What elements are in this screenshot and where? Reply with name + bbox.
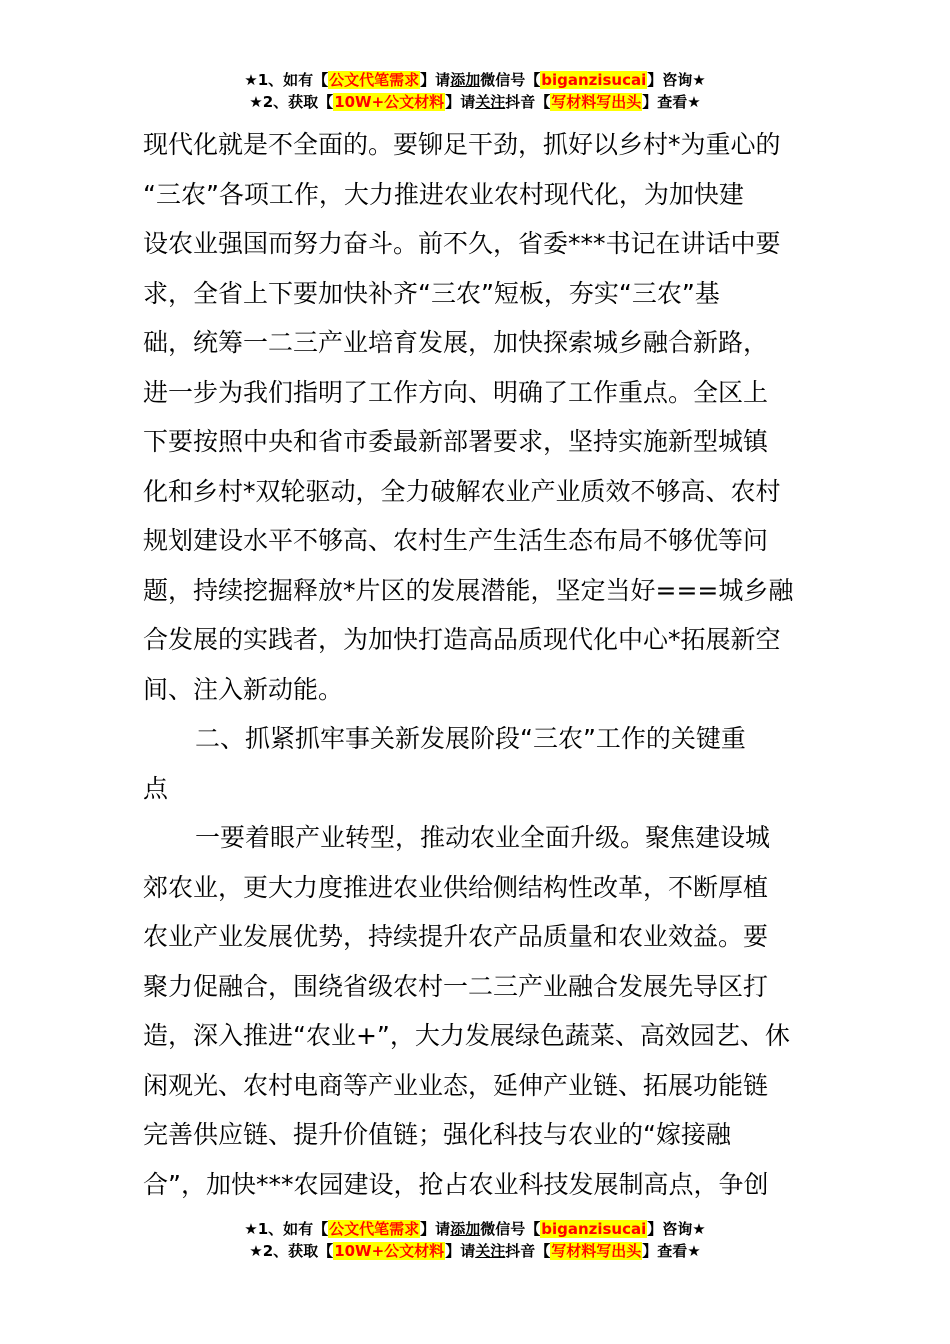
- promo-line-1: [0, 69, 950, 91]
- header-promo-banner: [0, 69, 950, 113]
- promo-highlight: biganzisucai: [541, 1220, 647, 1238]
- promo-highlight: 公文代笔需求: [329, 71, 420, 89]
- promo-highlight: 写材料写出头: [551, 93, 642, 111]
- body-line: 础，统筹一二三产业培育发展，加快探索城乡融合新路，: [143, 328, 769, 357]
- body-line: 设农业强国而努力奋斗。前不久，省委***书记在讲话中要: [143, 229, 781, 258]
- promo-text: 】请: [420, 71, 451, 89]
- promo-highlight: 公文代笔需求: [329, 1220, 420, 1238]
- promo-text: 微信号【: [480, 71, 541, 89]
- promo-text: ★1、如有【: [244, 1220, 329, 1238]
- promo-underlined-text: 添加: [450, 1220, 481, 1238]
- section-heading-continued: 点: [143, 773, 169, 803]
- promo-line-1: [0, 1218, 950, 1240]
- body-line: 现代化就是不全面的。要铆足干劲，抓好以乡村*为重心的: [143, 130, 781, 159]
- body-line: 下要按照中央和省市委最新部署要求，坚持实施新型城镇: [143, 427, 769, 456]
- body-line: 合发展的实践者，为加快打造高品质现代化中心*拓展新空: [143, 625, 781, 654]
- promo-underlined-text: 添加: [450, 71, 481, 89]
- body-line: 规划建设水平不够高、农村生产生活生态布局不够优等问: [143, 526, 769, 555]
- body-line: 化和乡村*双轮驱动，全力破解农业产业质效不够高、农村: [143, 476, 781, 506]
- body-line: 完善供应链、提升价值链；强化科技与农业的“嫁接融: [143, 1120, 731, 1149]
- body-line: 合”，加快***农园建设，抢占农业科技发展制高点，争创: [143, 1169, 769, 1199]
- promo-text: 抖音【: [505, 93, 551, 111]
- body-line: 闲观光、农村电商等产业业态，延伸产业链、拓展功能链: [143, 1070, 769, 1100]
- promo-line-2: [0, 1240, 950, 1262]
- promo-text: 】请: [445, 93, 476, 111]
- body-line: 求，全省上下要加快补齐“三农”短板，夯实“三农”基: [143, 278, 720, 308]
- body-line: 造，深入推进“农业+”，大力发展绿色蔬菜、高效园艺、休: [143, 1021, 790, 1050]
- promo-highlight: 10W+公文材料: [334, 93, 445, 111]
- promo-highlight: 10W+公文材料: [334, 1242, 445, 1260]
- document-body: [143, 120, 808, 1209]
- body-line: 间、注入新动能。: [143, 674, 344, 704]
- promo-text: 抖音【: [505, 1242, 551, 1260]
- promo-highlight: biganzisucai: [541, 71, 647, 89]
- body-line: 郊农业，更大力度推进农业供给侧结构性改革，不断厚植: [143, 872, 769, 902]
- promo-text: 】咨询★: [647, 1220, 706, 1238]
- promo-text: 微信号【: [480, 1220, 541, 1238]
- promo-underlined-text: 关注: [475, 1242, 506, 1260]
- promo-text: ★2、获取【: [249, 93, 334, 111]
- paragraph-start-line: 一要着眼产业转型，推动农业全面升级。聚焦建设城: [195, 823, 771, 852]
- promo-underlined-text: 关注: [475, 93, 506, 111]
- footer-promo-banner: [0, 1218, 950, 1262]
- promo-text: 】请: [420, 1220, 451, 1238]
- section-heading: 二、抓紧抓牢事关新发展阶段“三农”工作的关键重: [195, 724, 746, 753]
- promo-text: ★1、如有【: [244, 71, 329, 89]
- promo-text: 】查看★: [642, 93, 701, 111]
- body-line: “三农”各项工作，大力推进农业农村现代化，为加快建: [143, 179, 744, 209]
- body-line: 题，持续挖掘释放*片区的发展潜能，坚定当好===城乡融: [143, 575, 794, 605]
- promo-text: 】请: [445, 1242, 476, 1260]
- body-line: 进一步为我们指明了工作方向、明确了工作重点。全区上: [143, 377, 769, 407]
- body-line: 聚力促融合，围绕省级农村一二三产业融合发展先导区打: [143, 971, 769, 1001]
- promo-highlight: 写材料写出头: [551, 1242, 642, 1260]
- promo-text: 】查看★: [642, 1242, 701, 1260]
- promo-text: 】咨询★: [647, 71, 706, 89]
- promo-text: ★2、获取【: [249, 1242, 334, 1260]
- body-line: 农业产业发展优势，持续提升农产品质量和农业效益。要: [143, 922, 769, 951]
- promo-line-2: [0, 91, 950, 113]
